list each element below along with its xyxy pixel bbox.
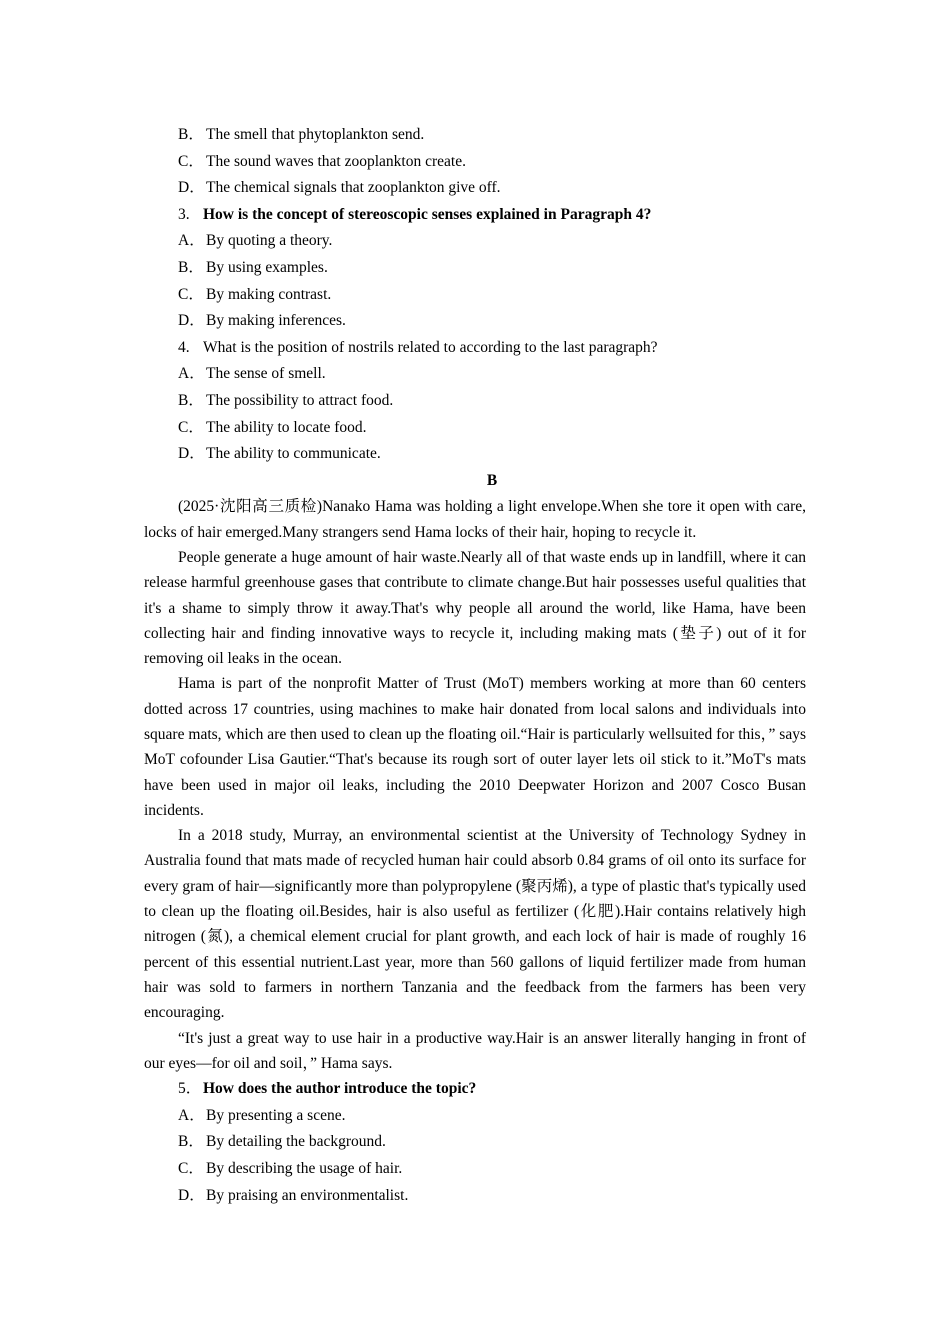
q2-option-d: D．The chemical signals that zooplankton give off.: [178, 179, 501, 197]
question-4: 4. What is the position of nostrils related to according to the last paragraph?: [178, 338, 658, 356]
document-content: [144, 122, 806, 1209]
q5-option-a: A．By presenting a scene.: [178, 1106, 346, 1124]
q5-option-b: B． By detailing the background.: [178, 1133, 386, 1151]
passage-paragraph-1: (2025·沈阳高三质检)Nanako Hama was holding a light envelope.When she tore it open with care, locks of hair emerged.Many strangers send Hama locks of their hair, hoping to recycle it.: [144, 498, 806, 541]
q3-option-b: B． By using examples.: [178, 258, 328, 276]
passage-paragraph-2: People generate a huge amount of hair waste.Nearly all of that waste ends up in landfill, where it can release harmful greenhouse gases that contribute to climate change.But hair possesses useful qualities that it's a shame to simply throw it away.That's why people all around the world, like Hama, have been collecting hair and finding innovative ways to recycle it, including making mats (垫子) out of it for removing oil leaks in the ocean.: [144, 548, 806, 668]
q4-option-b: B． The possibility to attract food.: [178, 391, 394, 409]
q4-option-a: A．The sense of smell.: [178, 365, 326, 383]
q3-option-c: C． By making contrast.: [178, 285, 332, 303]
q2-option-c: C． The sound waves that zooplankton create.: [178, 152, 466, 170]
q3-option-a: A．By quoting a theory.: [178, 232, 333, 250]
q4-option-c: C． The ability to locate food.: [178, 418, 367, 436]
question-5: 5． How does the author introduce the topic?: [178, 1080, 477, 1098]
question-3: 3. How is the concept of stereoscopic senses explained in Paragraph 4?: [178, 205, 652, 223]
q3-option-d: D．By making inferences.: [178, 312, 346, 330]
q5-option-c: C． By describing the usage of hair.: [178, 1159, 403, 1177]
section-heading-b: B: [486, 471, 498, 489]
q5-option-d: D．By praising an environmentalist.: [178, 1186, 409, 1204]
passage-paragraph-4: In a 2018 study, Murray, an environmental scientist at the University of Technology Sydney in Australia found that mats made of recycled human hair could absorb 0.84 grams of oil onto its surface for every gram of hair—significantly more than polypropylene (聚丙烯), a type of plastic that's typically used to clean up the floating oil.Besides, hair is also useful as fertilizer (化肥).Hair contains relatively high nitrogen (氮), a chemical element crucial for plant growth, and each lock of hair is made of roughly 16 percent of this essential nutrient.Last year, more than 560 gallons of liquid fertilizer made from human hair was sold to farmers in northern Tanzania and the feedback from the farmers has been very encouraging.: [144, 827, 806, 1022]
passage-paragraph-5: “It's just a great way to use hair in a productive way.Hair is an answer literally hanging in front of our eyes—for oil and soil，” Hama says.: [144, 1029, 806, 1072]
q4-option-d: D．The ability to communicate.: [178, 445, 381, 463]
q2-option-b: B． The smell that phytoplankton send.: [178, 126, 425, 143]
passage-paragraph-3: Hama is part of the nonprofit Matter of Trust (MoT) members working at more than 60 centers dotted across 17 countries, using machines to make hair donated from local salons and individuals into square mats, which are then used to clean up the floating oil.“Hair is particularly wellsuited for this，” says MoT cofounder Lisa Gautier.“That's because its rough sort of outer layer lets oil stick to it.”MoT's mats have been used in major oil leaks, including the 2010 Deepwater Horizon and 2007 Cosco Busan incidents.: [144, 675, 806, 819]
